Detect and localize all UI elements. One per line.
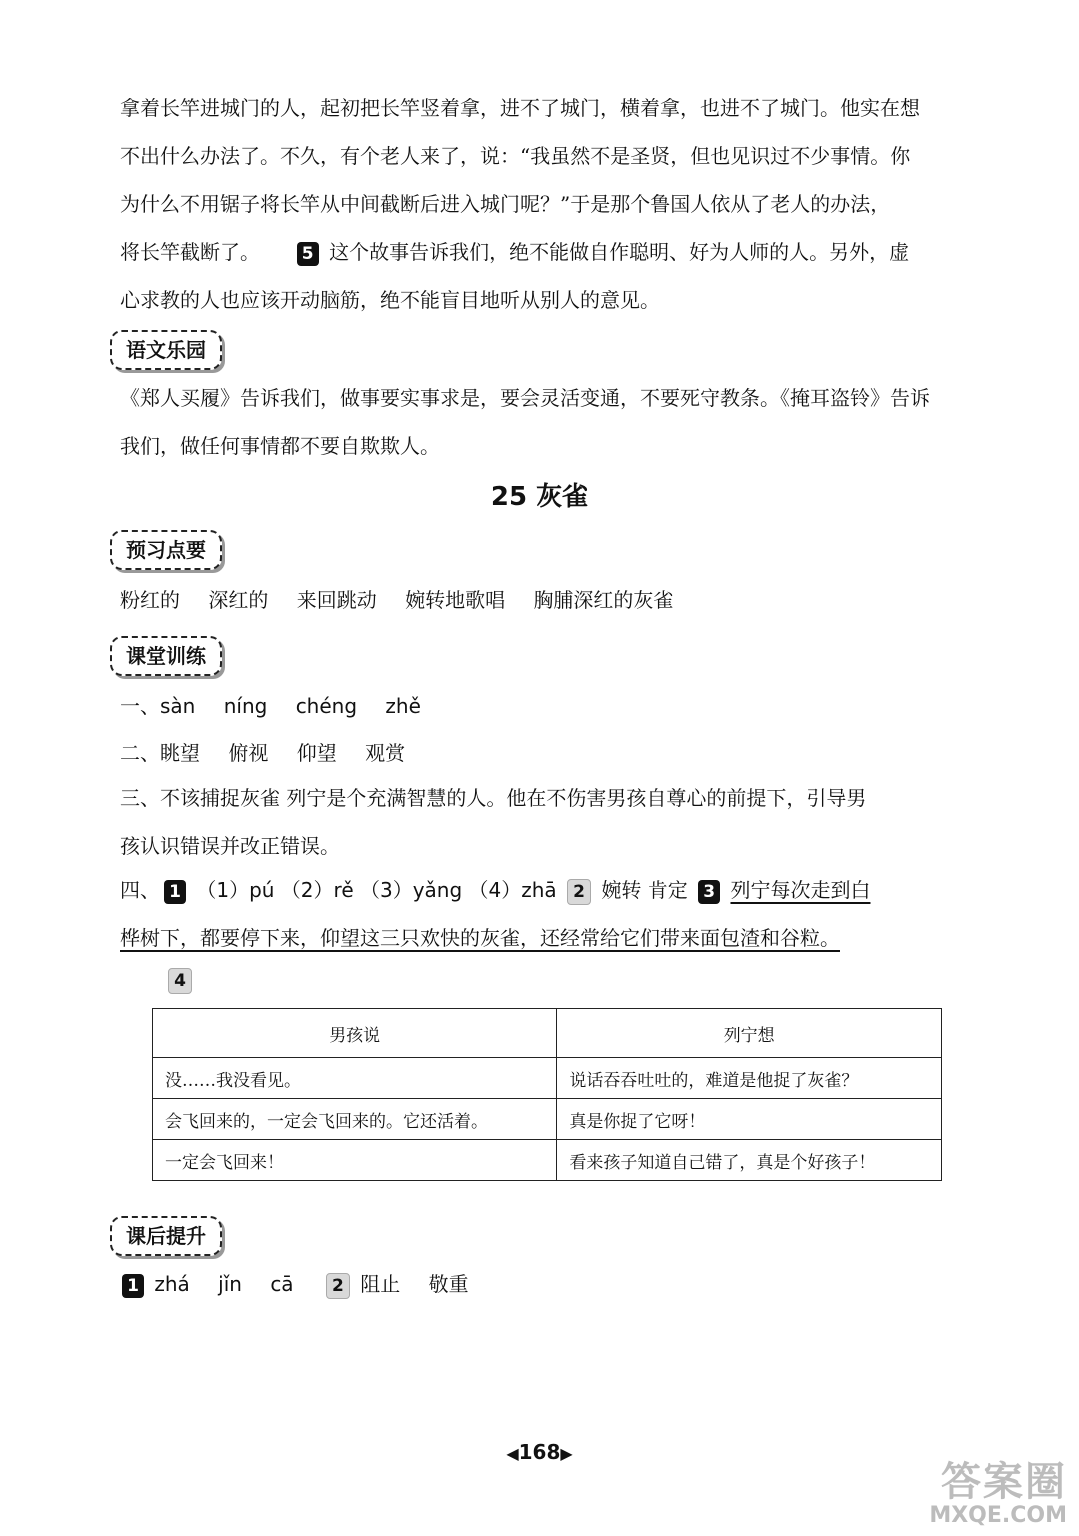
watermark-big: 答案圈 — [941, 1459, 1067, 1505]
q1-pinyin: sàn — [160, 694, 196, 718]
intro-line-4 — [120, 228, 978, 276]
table-header-row — [153, 1009, 942, 1058]
q4-number-2: 2 — [567, 879, 591, 905]
q4-answer-2: 婉转 肯定 — [601, 878, 688, 902]
q4-number-3: 3 — [698, 880, 720, 904]
table-header: 男孩说 — [153, 1009, 557, 1058]
q4-answer-1: （1）pú （2）rě （3）yǎng （4）zhā — [196, 878, 557, 902]
table-row — [153, 1099, 942, 1140]
section-tag-yuwen: 语文乐园 — [110, 330, 222, 370]
kehou-word: 敬重 — [428, 1272, 469, 1296]
q4-number-1: 1 — [164, 880, 186, 904]
intro-line-1: 拿着长竿进城门的人，起初把长竿竖着拿，进不了城门，横着拿，也进不了城门。他实在想 — [120, 96, 920, 120]
q2-word: 观赏 — [365, 741, 406, 765]
kehou-number-1: 1 — [122, 1274, 144, 1298]
intro-line-4-b: 这个故事告诉我们，绝不能做自作聪明、好为人师的人。另外，虚 — [329, 240, 910, 264]
lesson-title: 25 灰雀 — [490, 482, 589, 512]
yuwen-paragraph — [120, 374, 978, 470]
kehou-answers — [118, 1268, 469, 1299]
q2-word: 眺望 — [160, 741, 200, 765]
q1-pinyin: níng — [223, 694, 268, 718]
kehou-pinyin: zhá — [154, 1272, 190, 1296]
right-triangle-icon: ▶ — [560, 1444, 573, 1463]
q4-label: 四、 — [120, 878, 160, 902]
page-number-text: 168 — [518, 1440, 561, 1464]
yuxi-items — [120, 584, 673, 613]
section-tag-kehou: 课后提升 — [110, 1216, 222, 1256]
q3-line-1: 三、不该捕捉灰雀 列宁是个充满智慧的人。他在不伤害男孩自尊心的前提下，引导男 — [120, 786, 867, 810]
q2-word: 仰望 — [296, 741, 337, 765]
yuwen-line-2: 我们，做任何事情都不要自欺欺人。 — [120, 434, 440, 458]
table-cell: 会飞回来的，一定会飞回来的。它还活着。 — [153, 1099, 557, 1140]
intro-line-3: 为什么不用锯子将长竿从中间截断后进入城门呢？”于是那个鲁国人依从了老人的办法， — [120, 192, 891, 216]
kehou-word: 阻止 — [360, 1272, 401, 1296]
yuxi-item: 深红的 — [208, 588, 269, 612]
yuwen-line-1: 《郑人买履》告诉我们，做事要实事求是，要会灵活变通，不要死守教条。《掩耳盗铃》告诉 — [120, 386, 930, 410]
section-tag-yuxi: 预习点要 — [110, 530, 222, 570]
left-triangle-icon: ◀ — [506, 1444, 519, 1463]
q4-answer-3b: 桦树下，都要停下来，仰望这三只欢快的灰雀，还经常给它们带来面包渣和谷粒。 — [120, 926, 840, 950]
intro-line-2: 不出什么办法了。不久，有个老人来了，说：“我虽然不是圣贤，但也见识过不少事情。你 — [120, 144, 911, 168]
yuxi-item: 胸脯深红的灰雀 — [533, 588, 674, 612]
q4-line-2 — [120, 914, 978, 962]
q2-label: 二、 — [120, 741, 160, 765]
q4-line-1 — [120, 866, 978, 914]
table-row — [153, 1058, 942, 1099]
watermark-small: MXQE.COM — [929, 1503, 1067, 1528]
yuxi-item: 粉红的 — [120, 588, 180, 612]
kehou-pinyin: cā — [270, 1272, 294, 1296]
ketang-q4 — [120, 866, 978, 962]
q4-number-4-wrap — [164, 968, 196, 994]
q1-pinyin: zhě — [385, 694, 421, 718]
table-cell: 说话吞吞吐吐的，难道是他捉了灰雀？ — [557, 1058, 942, 1099]
intro-line-4-a: 将长竿截断了。 — [120, 240, 260, 264]
intro-paragraph — [120, 84, 978, 324]
ketang-q1 — [120, 690, 421, 719]
watermark-logo — [887, 1460, 1067, 1530]
q1-pinyin: chéng — [295, 694, 358, 718]
table-cell: 真是你捉了它呀！ — [557, 1099, 942, 1140]
q1-label: 一、 — [120, 694, 160, 718]
table-row — [153, 1140, 942, 1181]
section-tag-ketang: 课堂训练 — [110, 636, 222, 676]
yuxi-item: 来回跳动 — [296, 588, 377, 612]
answer-table — [152, 1008, 942, 1181]
q2-word: 俯视 — [228, 741, 269, 765]
q4-number-4: 4 — [168, 968, 192, 994]
ketang-q3 — [120, 774, 978, 870]
q3-line-2: 孩认识错误并改正错误。 — [120, 834, 340, 858]
table-cell: 没……我没看见。 — [153, 1058, 557, 1099]
intro-line-5: 心求教的人也应该开动脑筋，绝不能盲目地听从别人的意见。 — [120, 288, 660, 312]
q4-answer-3a: 列宁每次走到白 — [730, 878, 871, 902]
table-header: 列宁想 — [557, 1009, 942, 1058]
question-number-badge: 5 — [297, 242, 319, 266]
kehou-number-2: 2 — [326, 1273, 350, 1299]
kehou-pinyin: jǐn — [218, 1272, 242, 1296]
yuxi-item: 婉转地歌唱 — [405, 588, 506, 612]
table-cell: 看来孩子知道自己错了，真是个好孩子！ — [557, 1140, 942, 1181]
ketang-q2 — [120, 737, 405, 766]
table-cell: 一定会飞回来！ — [153, 1140, 557, 1181]
